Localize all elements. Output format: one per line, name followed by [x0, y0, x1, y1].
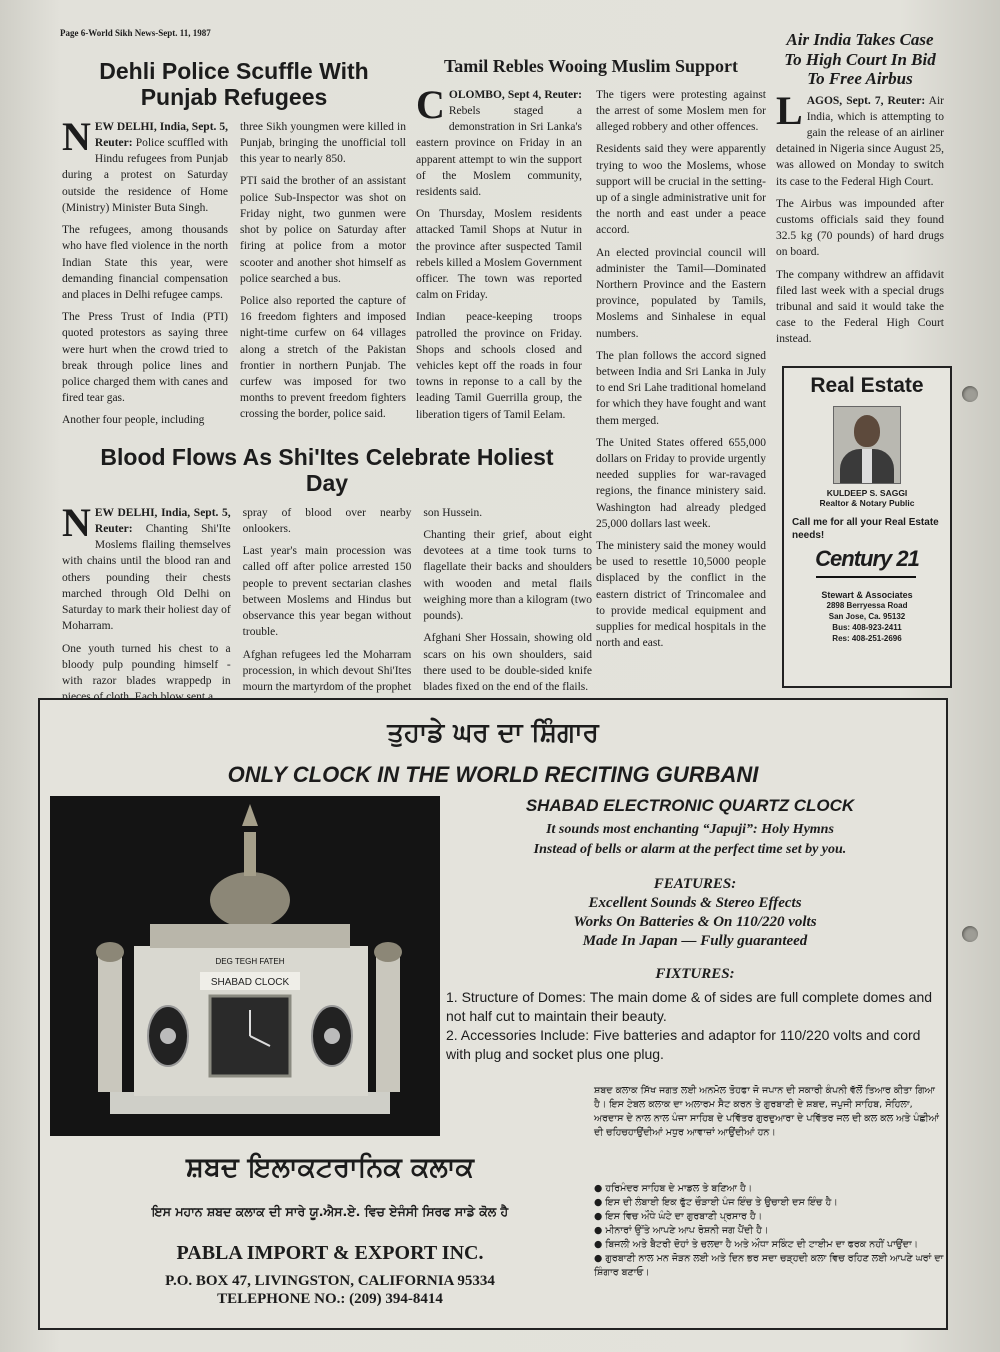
clock-photo — [50, 796, 440, 1136]
binder-hole — [962, 926, 978, 942]
firm-address: 2898 Berryessa Road — [826, 601, 908, 610]
paragraph: spray of blood over nearby onlookers. — [242, 506, 412, 536]
headline: Tamil Rebles Wooing Muslim Support — [443, 56, 739, 76]
column — [596, 87, 766, 658]
residence-phone: Res: 408-251-2696 — [832, 634, 902, 643]
punjabi-description: ਸ਼ਬਦ ਕਲਾਕ ਸਿੱਖ ਜਗਤ ਲਈ ਅਨਮੋਲ ਤੋਹਫਾ ਜੋ ਜਪਾਨ ਦੀ ਸਕਾਰੀ ਕੰਪਨੀ ਵੱਲੋਂ ਤਿਆਰ ਕੀਤਾ ਗਿਆ ਹੈ। ਇਸ ਟੇਬਲ ਕਲਾਕ ਦਾ ਅਲਾਰਮ ਸੈਟ ਕਰਨ ਤੇ ਗੁਰਬਾਣੀ ਦੇ ਸ਼ਬਦ, ਜਪੁਜੀ ਸਾਹਿਬ, ਸੋਹਿਲਾ, ਅਰਦਾਸ ਦੇ ਨਾਲ ਨਾਲ ਪੰਜਾ ਸਾਹਿਬ ਦੇ ਪਵਿੱਤਰ ਗੁਰਦੁਆਰਾ ਦੇ ਪਵਿੱਤਰ ਜਲ ਦੀ ਕਲ ਕਲ ਅਤੇ ਪੰਛੀਆਂ ਦੀ ਚਹਿਚਹਾਉਂਦੀਆਂ ਮਧੁਰ ਆਵਾਜ਼ਾਂ ਆਉਂਦੀਆਂ ਹਨ। — [594, 1085, 939, 1138]
company-contact — [80, 1272, 580, 1308]
product-name: SHABAD ELECTRONIC QUARTZ CLOCK — [525, 796, 855, 815]
punjabi-agency-line: ਇਸ ਮਹਾਨ ਸ਼ਬਦ ਕਲਾਕ ਦੀ ਸਾਰੇ ਯੂ.ਐਸ.ਏ. ਵਿਚ ਏਜੰਸੀ ਸਿਰਫ ਸਾਡੇ ਕੋਲ ਹੈ — [151, 1204, 509, 1219]
lead-paragraph: LAGOS, Sept. 7, Reuter: Air India, which is attempting to gain the release of an airliner detained in Nigeria since August 25, was allowed on Monday to switch its case to the Federal High Court. — [776, 87, 944, 188]
binder-hole — [962, 386, 978, 402]
clock-label-top: DEG TEGH FATEH — [215, 957, 285, 966]
column — [776, 87, 944, 348]
lead-paragraph: COLOMBO, Sept 4, Reuter: Rebels staged a demonstration in Sri Lanka's eastern province on Friday in an apparent attempt to win the support of the Moslem community, residents said. — [416, 81, 582, 198]
article-police-scuffle — [62, 58, 406, 435]
list-item: ● ਹਰਿਮੰਦਰ ਸਾਹਿਬ ਦੇ ਮਾਡਲ ਤੇ ਬਣਿਆ ਹੈ। — [594, 1182, 944, 1196]
dateline: EW DELHI, India, Sept. 5, Reuter: — [94, 120, 228, 150]
paragraph: The tigers were protesting against the arrest of some Moslem men for alleged robbery and other offences. — [596, 88, 766, 134]
real-estate-ad — [782, 366, 952, 688]
paragraph: On Thursday, Moslem residents attacked Tamil Shops at Nutur in the province after suspected Tamil rebels killed a Moslem Government officer. The town was reported calm on Friday. — [416, 208, 582, 302]
paragraph: The Press Trust of India (PTI) quoted protestors as saying three were hurt when the crowd tried to break through police lines and police charged them with canes and fired tear gas. — [62, 311, 228, 405]
paragraph: PTI said the brother of an assistant police Sub-Inspector was shot on Friday night, two gunmen were shot by police on Saturday after firing at police from a motor scooter and another shot himself as police searched a bus. — [240, 175, 406, 285]
company-phone: TELEPHONE NO.: (209) 394-8414 — [217, 1291, 443, 1307]
product-tagline: It sounds most enchanting “Japuji”: Holy Hymns Instead of bells or alarm at the perfect time set by you. — [533, 822, 847, 857]
company-address: P.O. BOX 47, LIVINGSTON, CALIFORNIA 95334 — [165, 1273, 495, 1289]
list-item: ● ਬਿਜਲੀ ਅਤੇ ਬੈਟਰੀ ਦੋਹਾਂ ਤੇ ਚਲਦਾ ਹੈ ਅਤੇ ਔਧਾ ਸਕਿੰਟ ਦੀ ਟਾਈਮ ਦਾ ਫਰਕ ਨਹੀਂ ਪਾਉਂਦਾ। — [594, 1238, 944, 1252]
column — [62, 113, 228, 435]
gurmukhi-title: ਤੁਹਾਡੇ ਘਰ ਦਾ ਸ਼ਿੰਗਾਰ — [387, 718, 599, 748]
article-tamil-rebels — [416, 56, 766, 657]
list-item: ● ਇਸ ਦੀ ਲੰਬਾਈ ਇਕ ਫੁੱਟ ਚੌੜਾਈ ਪੰਜ ਇੰਚ ਤੇ ਉਚਾਈ ਦਸ ਇੰਚ ਹੈ। — [594, 1196, 944, 1210]
paragraph: The company withdrew an affidavit filed last week with a special drugs tribunal and said it would take the case to the Federal High Court instead. — [776, 268, 944, 346]
paragraph: The United States offered 655,000 dollars on Friday to provide urgently needed supplies for war-ravaged regions, the finance ministery said. Washington had already pledged 25,000 dollars last week. — [596, 436, 766, 530]
paragraph: Chanting their grief, about eight devotees at a time took turns to flagellate their backs and shoulders with wooden and metal flails weighing more than a kilogram (two pounds). — [423, 529, 593, 623]
century-21-logo: Century 21 — [812, 546, 922, 586]
dateline: OLOMBO, Sept 4, Reuter: — [448, 88, 582, 101]
column — [243, 505, 412, 717]
paragraph: Another four people, including — [62, 414, 205, 427]
features-list: Excellent Sounds & Stereo Effects Works On Batteries & On 110/220 volts Made In Japan — Fully guaranteed — [573, 895, 817, 949]
headline: Dehli Police Scuffle With Punjab Refugees — [99, 58, 369, 111]
paragraph: Afghani Sher Hossain, showing old scars on his own shoulders, said there used to be double-sided knife blades fixed on the end of the flails. — [423, 632, 593, 693]
column — [240, 119, 406, 435]
shabad-clock-ad — [38, 698, 948, 1330]
firm-name: Stewart & Associates — [821, 590, 913, 600]
fixtures-heading: FIXTURES: — [655, 966, 735, 982]
punjabi-bullets — [594, 1182, 944, 1280]
paragraph: The Airbus was impounded after customs officials said they found 32.5 kg (70 pounds) of hard drugs on board. — [776, 197, 944, 259]
paragraph: One youth turned his chest to a bloody pulp pounding himself - with razor blades wrappedp in — [62, 642, 231, 687]
list-item: ● ਗੁਰਬਾਣੀ ਨਾਲ ਮਨ ਜੋੜਨ ਲਈ ਅਤੇ ਦਿਨ ਭਰ ਸਦਾ ਚੜ੍ਹਦੀ ਕਲਾ ਵਿਚ ਰਹਿਣ ਲਈ ਆਪਣੇ ਘਰਾਂ ਦਾ ਸ਼ਿੰਗਾਰ ਬਣਾਓ। — [594, 1252, 944, 1280]
headline: Air India Takes Case To High Court In Bid To Free Airbus — [784, 30, 936, 89]
paragraph: Afghan refugees led the Moharram procession, in which devout Shi'Ites mourn the martyrdom of the prophet — [242, 648, 412, 693]
lead-paragraph: NEW DELHI, India, Sept. 5, Reuter: Police scuffled with Hindu refugees from Punjab during a protest on Saturday outside the residence of Home (Ministry) Minister Buta Singh. — [62, 113, 228, 214]
clock-illustration — [50, 796, 440, 1136]
paragraph: Indian peace-keeping troops patrolled the province on Friday. Shops and schools closed and vehicles kept off the roads in four towns in reponse to a call by the leading Tamil Guerrilla group, the liberation tigers of Tamil Eelam. — [416, 311, 582, 421]
column — [416, 81, 582, 658]
headline: Blood Flows As Shi'Ites Celebrate Holiest Day — [100, 444, 554, 497]
dropcap: L — [776, 87, 803, 133]
ad-headline: ONLY CLOCK IN THE WORLD RECITING GURBANI — [227, 762, 759, 787]
agent-role: Realtor & Notary Public — [819, 498, 915, 508]
dropcap: N — [62, 499, 91, 545]
paragraph: The ministery said the money would be used to resettle 10,5000 people displaced by the conflict in the eastern district of Trincomalee and to provide medical equipment and supplies for medical hospitals in the north and east. — [596, 539, 766, 650]
agent-name: KULDEEP S. SAGGI — [826, 488, 908, 498]
fixtures-list: 1. Structure of Domes: The main dome & of sides are full complete domes and not half cut to maintain their beauty. 2. Accessories Include: Five batteries and adaptor for 110/220 volts and cord with plug and socket plus one plug. — [446, 989, 933, 1062]
paragraph: Residents said they were apparently trying to woo the Moslems, whose support will be crucial in the setting-up of a single administrative unit for the north and east under a peace accord. — [596, 143, 766, 237]
dateline: EW DELHI, India, Sept. 5, Reuter: — [94, 506, 231, 536]
clock-label: SHABAD CLOCK — [210, 977, 290, 988]
punjabi-product-name: ਸ਼ਬਦ ਇਲਾਕਟਰਾਨਿਕ ਕਲਾਕ — [186, 1152, 474, 1183]
dropcap: N — [62, 113, 91, 159]
list-item: ● ਇਸ ਵਿਚ ਔਧੇ ਘੰਟੇ ਦਾ ਗੁਰਬਾਣੀ ਪ੍ਰਸਾਰ ਹੈ। — [594, 1210, 944, 1224]
ad-title: Real Estate — [810, 374, 924, 397]
agent-photo — [833, 406, 901, 484]
paragraph: The plan follows the accord signed between India and Sri Lanka in July to end Sri Lahe traditional homeland for which they have fought and want them merged. — [596, 349, 766, 427]
list-item: ● ਮੀਨਾਰਾਂ ਉੱਤੇ ਆਪਣੇ ਆਪ ਰੋਸ਼ਨੀ ਜਗ ਪੈਂਦੀ ਹੈ। — [594, 1224, 944, 1238]
call-to-action: Call me for all your Real Estate needs! — [792, 517, 939, 541]
paragraph: Police also reported the capture of 16 freedom fighters and imposed night-time curfew on 64 villages along a stretch of the Pakistan frontier in northern Punjab. The curfew was imposed for two months to prevent freedom fighters crossing the border, police said. — [240, 294, 406, 421]
page-folio: Page 6-World Sikh News-Sept. 11, 1987 — [60, 28, 211, 38]
column — [62, 499, 231, 717]
paragraph: An elected provincial council will administer the Tamil—Dominated Northern Province and the Eastern province, populated by Tamils, Moslems and Sinhalese in equal numbers. — [596, 246, 766, 340]
paragraph: Last year's main procession was called off after police arrested 150 people to prevent sectarian clashes between Moslems and Hindus but observance this year began without trouble. — [242, 545, 412, 639]
business-phone: Bus: 408-923-2411 — [832, 623, 902, 632]
article-air-india — [776, 30, 944, 354]
paragraph: The refugees, among thousands who have fled violence in the north Indian State this year, were demanding financial compensation and places in Delhi refugee camps. — [62, 224, 228, 301]
company-name: PABLA IMPORT & EXPORT INC. — [176, 1242, 484, 1264]
dateline: AGOS, Sept. 7, Reuter: — [806, 94, 926, 107]
paragraph: son Hussein. — [423, 506, 483, 519]
paragraph: three Sikh youngmen were killed in Punjab, bringing the unofficial toll this year to nearly 850. — [240, 120, 406, 166]
firm-city: San Jose, Ca. 95132 — [828, 612, 906, 621]
lead-paragraph: NEW DELHI, India, Sept. 5, Reuter: Chanting Shi'Ite Moslems flailing themselves with chains until the blood ran and others pounding their chests marched through Old Delhi on Saturday to mark their holiest day of Moharram. — [62, 499, 231, 633]
features-heading: FEATURES: — [653, 876, 737, 892]
dropcap: C — [416, 81, 445, 127]
